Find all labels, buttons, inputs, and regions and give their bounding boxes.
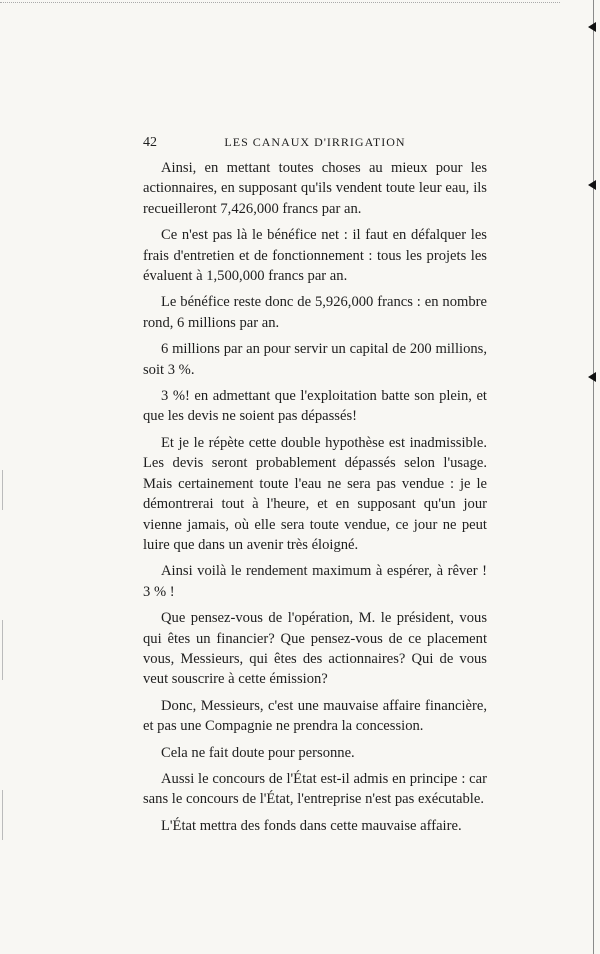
paragraph: Aussi le concours de l'État est-il admis en principe : car sans le concours de l'État, l'entreprise n'est pas exécutable. bbox=[143, 770, 487, 808]
paragraph: Ainsi, en mettant toutes choses au mieux pour les actionnaires, en supposant qu'ils vendent toute leur eau, ils recueilleront 7,426,000 francs par an. bbox=[143, 160, 487, 217]
paragraph: Ce n'est pas là le bénéfice net : il faut en défalquer les frais d'entretien et de fonctionnement : tous les projets les évaluent à 1,500,000 francs par an. bbox=[143, 227, 487, 285]
paragraph: 6 millions par an pour servir un capital de 200 millions, soit 3 %. bbox=[143, 341, 487, 378]
page-left-edge-mark bbox=[2, 470, 3, 510]
margin-marker-icon bbox=[588, 180, 596, 190]
margin-marker-icon bbox=[588, 22, 596, 32]
paragraph: L'État mettra des fonds dans cette mauvaise affaire. bbox=[161, 817, 462, 834]
paragraph: Ainsi voilà le rendement maximum à espérer, à rêver ! 3 % ! bbox=[143, 563, 487, 600]
page-top-edge bbox=[0, 2, 560, 3]
page-header bbox=[143, 133, 487, 151]
page-left-edge-mark bbox=[2, 790, 3, 840]
running-title: LES CANAUX D'IRRIGATION bbox=[224, 135, 406, 149]
paragraph: 3 %! en admettant que l'exploitation batte son plein, et que les devis ne soient pas dépassés! bbox=[143, 388, 487, 425]
paragraph: Cela ne fait doute pour personne. bbox=[161, 744, 355, 761]
paragraph: Que pensez-vous de l'opération, M. le président, vous qui êtes un financier? Que pensez-vous de ce placement vous, Messieurs, qui êtes des actionnaires? Qui de vous veut souscrire à cette émission? bbox=[143, 610, 487, 688]
page-number: 42 bbox=[143, 135, 157, 150]
paragraph: Le bénéfice reste donc de 5,926,000 francs : en nombre rond, 6 millions par an. bbox=[143, 294, 487, 331]
margin-marker-icon bbox=[588, 372, 596, 382]
page-left-edge-mark bbox=[2, 620, 3, 680]
paragraph: Et je le répète cette double hypothèse est inadmissible. Les devis seront probablement dépassés selon l'usage. Mais certainement toute l'eau ne sera pas vendue : je le démontrerai tout à l'heure, et en supposant qu'un jour vienne jamais, où elle sera toute vendue, ce jour ne peut luire que dans un avenir très éloigné. bbox=[143, 434, 487, 553]
paragraph: Donc, Messieurs, c'est une mauvaise affaire financière, et pas une Compagnie ne prendra la concession. bbox=[143, 697, 487, 735]
page-right-edge bbox=[593, 0, 594, 954]
body-text bbox=[143, 158, 487, 842]
